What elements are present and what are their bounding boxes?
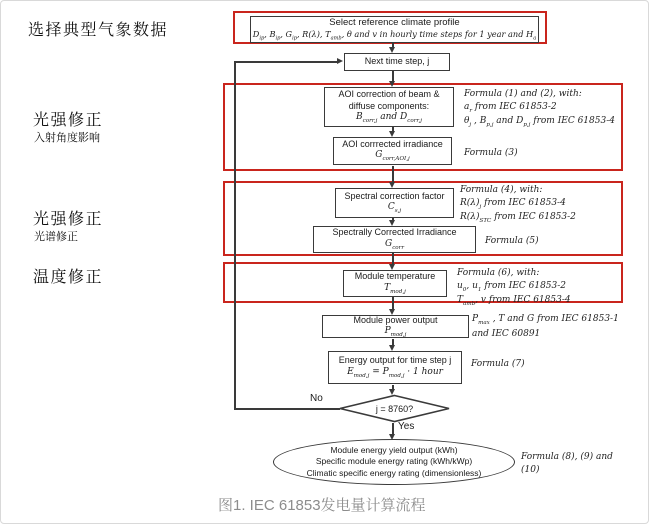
loop-line-bottom — [234, 408, 340, 410]
note-line: $R(\lambda)_j$ from IEC 61853-4 — [460, 197, 566, 210]
side-label-spectral: 光强修正 — [33, 211, 104, 228]
box-title: Module temperature — [354, 271, 436, 282]
decision-diamond — [338, 394, 451, 423]
box-aoi-correction — [324, 87, 454, 127]
note-line: $R(\lambda)_{STC}$ from IEC 61853-2 — [460, 212, 576, 224]
note-line: (10) — [521, 464, 540, 475]
decision-yes-label: Yes — [398, 421, 415, 432]
note-power — [472, 313, 619, 340]
loop-line-top — [234, 61, 337, 63]
note-line: $u_0$, $u_1$ from IEC 61853-2 — [457, 280, 567, 293]
box-title: Module power output — [353, 314, 438, 325]
note-line: $\theta_j$ , $B_{p,j}$ and $D_{p,j}$ from IEC 61853-4 — [464, 116, 615, 128]
box-module-temperature — [343, 270, 447, 297]
decision-label: j = 8760? — [375, 403, 414, 414]
side-label-climate: 选择典型气象数据 — [28, 22, 169, 39]
note-spectral-corrected — [485, 235, 539, 248]
box-title: Energy output for time step j — [338, 355, 452, 366]
box-spectrally-corrected-irradiance — [313, 226, 476, 253]
connector-aoicorr-spectral — [392, 166, 394, 183]
box-formula: $D_{ip}$, $B_{ip}$, $G_{ip}$, R(λ), $T_{amb}$, θ and v in hourly time steps for 1 year and $H_a$ — [252, 28, 537, 42]
box-title: Spectrally Corrected Irradiance — [332, 227, 457, 238]
decision-no-label: No — [310, 393, 323, 404]
box-title-2: diffuse components: — [348, 100, 430, 111]
box-spectral-correction-factor — [335, 188, 454, 218]
box-title: Select reference climate profile — [329, 17, 460, 29]
box-formula: $B_{corr,j}$ and $D_{corr,j}$ — [356, 111, 422, 124]
box-formula: $G_{corr}$ — [384, 238, 405, 251]
box-title: AOI corrrected irradiance — [342, 138, 443, 149]
note-final — [521, 451, 613, 476]
box-formula: $P_{mod,j}$ — [384, 325, 407, 338]
box-formula: $E_{mod,j} = P_{mod,j} \cdot 1$ hour — [347, 366, 443, 379]
note-line: Formula (3) — [464, 148, 518, 158]
loop-line-vertical — [234, 62, 236, 409]
note-line: Formula (8), (9) and — [521, 452, 613, 462]
side-label-temperature: 温度修正 — [33, 269, 104, 286]
note-line: $a_r$ from IEC 61853-2 — [464, 101, 557, 114]
box-formula: $C_{s,j}$ — [387, 202, 402, 215]
box-energy-output — [328, 351, 462, 384]
output-line-3: Climatic specific energy rating (dimensionless) — [306, 467, 482, 478]
note-line: $T_{amb}$, v from IEC 61853-4 — [457, 295, 571, 307]
note-spectral — [460, 184, 576, 226]
output-line-2: Specific module energy rating (kWh/kWp) — [315, 456, 473, 467]
box-title: Next time step, j — [364, 56, 430, 67]
note-line: Formula (6), with: — [457, 268, 540, 278]
note-line: $P_{max}$ , T and G from IEC 61853-1 — [472, 314, 619, 326]
side-sublabel-aoi: 入射角度影响 — [34, 132, 100, 144]
box-formula: $G_{corr,AOI,j}$ — [375, 150, 410, 163]
box-module-power-output — [322, 315, 469, 338]
terminator-final-output — [273, 439, 515, 485]
box-formula: $T_{mod,j}$ — [384, 282, 406, 295]
note-temperature — [457, 267, 571, 309]
box-next-time-step — [344, 53, 450, 71]
box-select-climate-profile — [250, 16, 539, 43]
loop-arrowhead-icon — [337, 58, 343, 64]
note-aoi — [464, 88, 615, 130]
note-line: Formula (4), with: — [460, 185, 543, 195]
note-line: Formula (7) — [471, 359, 525, 369]
note-line: Formula (5) — [485, 236, 539, 246]
output-line-1: Module energy yield output (kWh) — [330, 444, 458, 455]
side-label-aoi: 光强修正 — [33, 112, 104, 129]
note-line: Formula (1) and (2), with: — [464, 89, 582, 99]
note-line: and IEC 60891 — [472, 328, 541, 339]
note-energy — [471, 358, 525, 371]
box-aoi-corrected-irradiance — [333, 137, 452, 165]
note-aoi-corrected — [464, 147, 518, 160]
figure-caption: 图1. IEC 61853发电量计算流程 — [218, 497, 426, 514]
side-sublabel-spectral: 光谱修正 — [34, 231, 78, 243]
box-title: Spectral correction factor — [344, 190, 445, 201]
box-title: AOI correction of beam & — [338, 89, 440, 100]
